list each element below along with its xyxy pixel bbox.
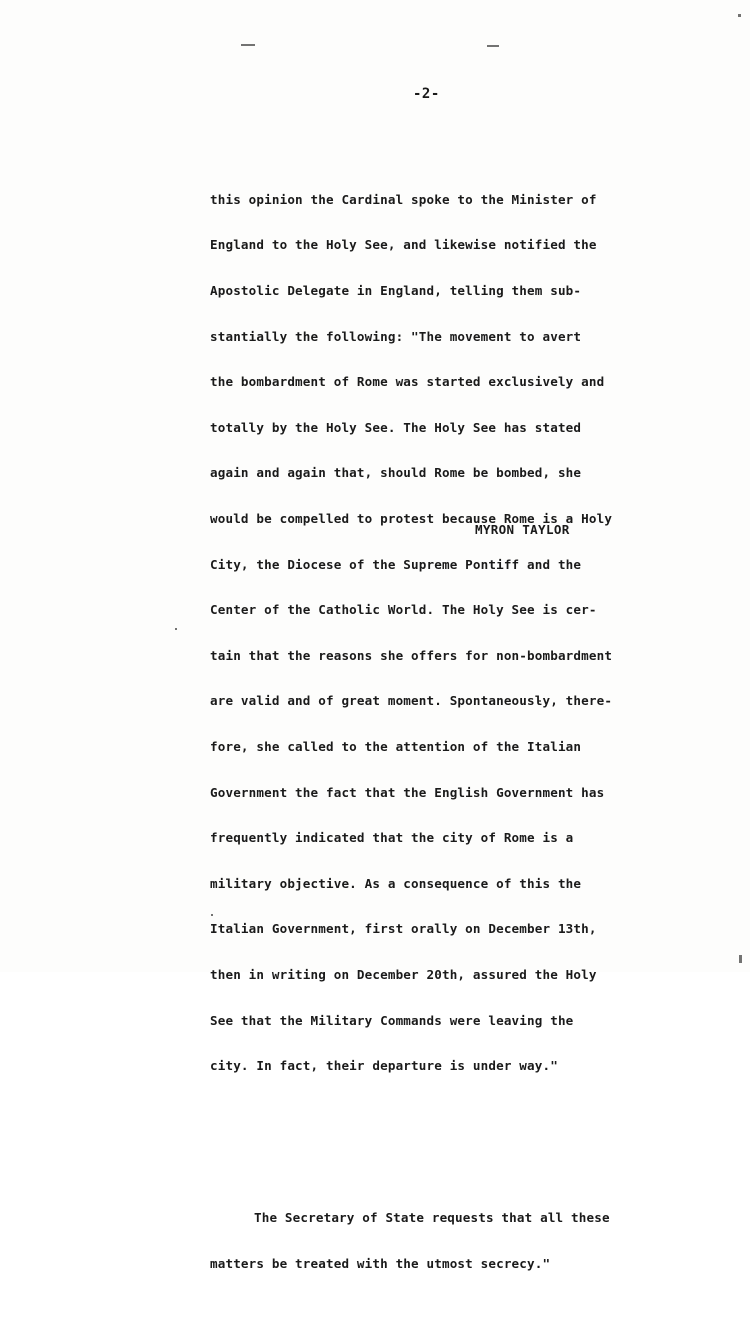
scan-mark bbox=[738, 14, 741, 17]
text-line: See that the Military Commands were leaving the bbox=[210, 1012, 574, 1028]
text-line: again and again that, should Rome be bombed, she bbox=[210, 465, 582, 481]
scan-mark bbox=[487, 45, 499, 47]
paragraph-gap bbox=[210, 1134, 680, 1149]
text-line: The Secretary of State requests that all these bbox=[254, 1209, 610, 1225]
text-line: this opinion the Cardinal spoke to the Minister of bbox=[210, 191, 597, 207]
scan-mark bbox=[739, 955, 742, 963]
text-line: city. In fact, their departure is under way." bbox=[210, 1058, 558, 1074]
text-line: fore, she called to the attention of the Italian bbox=[210, 738, 582, 754]
text-line: the bombardment of Rome was started exclusively and bbox=[210, 374, 605, 390]
scan-mark bbox=[241, 44, 255, 46]
paragraph-2 bbox=[210, 1180, 680, 1302]
text-line: military objective. As a consequence of this the bbox=[210, 875, 582, 891]
text-line: England to the Holy See, and likewise notified the bbox=[210, 237, 597, 253]
text-line: Center of the Catholic World. The Holy See is cer- bbox=[210, 602, 597, 618]
text-line: then in writing on December 20th, assured the Holy bbox=[210, 966, 597, 982]
text-line: frequently indicated that the city of Rome is a bbox=[210, 830, 574, 846]
text-line: City, the Diocese of the Supreme Pontiff and the bbox=[210, 556, 582, 572]
letter-body bbox=[210, 131, 680, 1332]
text-line: would be compelled to protest because Rome is a Holy bbox=[210, 510, 613, 526]
text-line: tain that the reasons she offers for non-bombardment bbox=[210, 647, 613, 663]
text-line: Government the fact that the English Government has bbox=[210, 784, 605, 800]
signature: MYRON TAYLOR bbox=[475, 522, 570, 537]
page-number: -2- bbox=[413, 86, 440, 102]
scan-mark bbox=[175, 628, 177, 630]
text-line: Apostolic Delegate in England, telling them sub- bbox=[210, 283, 582, 298]
text-line: are valid and of great moment. Spontaneously, there- bbox=[210, 693, 613, 709]
text-line: matters be treated with the utmost secrecy." bbox=[210, 1255, 551, 1271]
text-line: stantially the following: "The movement to avert bbox=[210, 328, 582, 344]
text-line: totally by the Holy See. The Holy See has stated bbox=[210, 419, 582, 435]
text-line: Italian Government, first orally on December 13th, bbox=[210, 921, 597, 937]
paragraph-1 bbox=[210, 161, 680, 1103]
